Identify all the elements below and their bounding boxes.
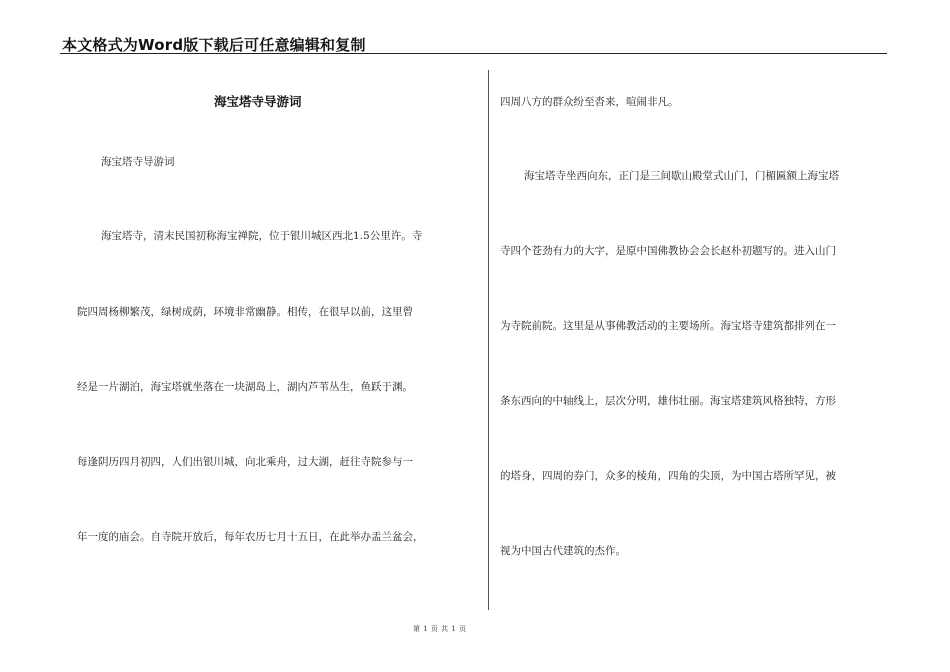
paragraph-line: 院四周杨柳繁茂，绿树成荫，环境非常幽静。相传，在很早以前，这里曾 [77,306,413,318]
paragraph-line: 四周八方的群众纷至沓来，喧闹非凡。 [500,96,679,108]
paragraph-line: 每逢阴历四月初四，人们出银川城，向北乘舟，过大湖，赶往寺院参与一 [77,456,413,468]
paragraph-line: 的塔身，四周的券门，众多的棱角，四角的尖顶，为中国古塔所罕见，被 [500,470,836,482]
paragraph-line: 经是一片湖泊，海宝塔就坐落在一块湖岛上，湖内芦苇丛生，鱼跃于渊。 [77,381,413,393]
document-header-banner: 本文格式为Word版下载后可任意编辑和复制 [62,36,366,54]
paragraph-line: 海宝塔寺坐西向东，正门是三间歇山殿堂式山门，门楣匾额上海宝塔 [524,170,839,182]
paragraph-line: 寺四个苍劲有力的大字，是原中国佛教协会会长赵朴初题写的。进入山门 [500,245,836,257]
paragraph-line: 海宝塔寺，清末民国初称海宝禅院，位于银川城区西北1.5公里许。寺 [101,230,423,242]
paragraph-line: 年一度的庙会。自寺院开放后，每年农历七月十五日，在此举办盂兰盆会， [77,531,424,543]
column-divider [488,70,489,610]
paragraph-line: 为寺院前院。这里是从事佛教活动的主要场所。海宝塔寺建筑都排列在一 [500,320,836,332]
paragraph-line: 条东西向的中轴线上，层次分明，雄伟壮丽。海宝塔建筑风格独特，方形 [500,395,836,407]
header-divider [60,53,887,54]
paragraph-line: 海宝塔寺导游词 [101,156,175,168]
page-number-footer: 第 1 页 共 1 页 [413,625,467,633]
document-title: 海宝塔寺导游词 [214,94,302,109]
paragraph-line: 视为中国古代建筑的杰作。 [500,545,626,557]
